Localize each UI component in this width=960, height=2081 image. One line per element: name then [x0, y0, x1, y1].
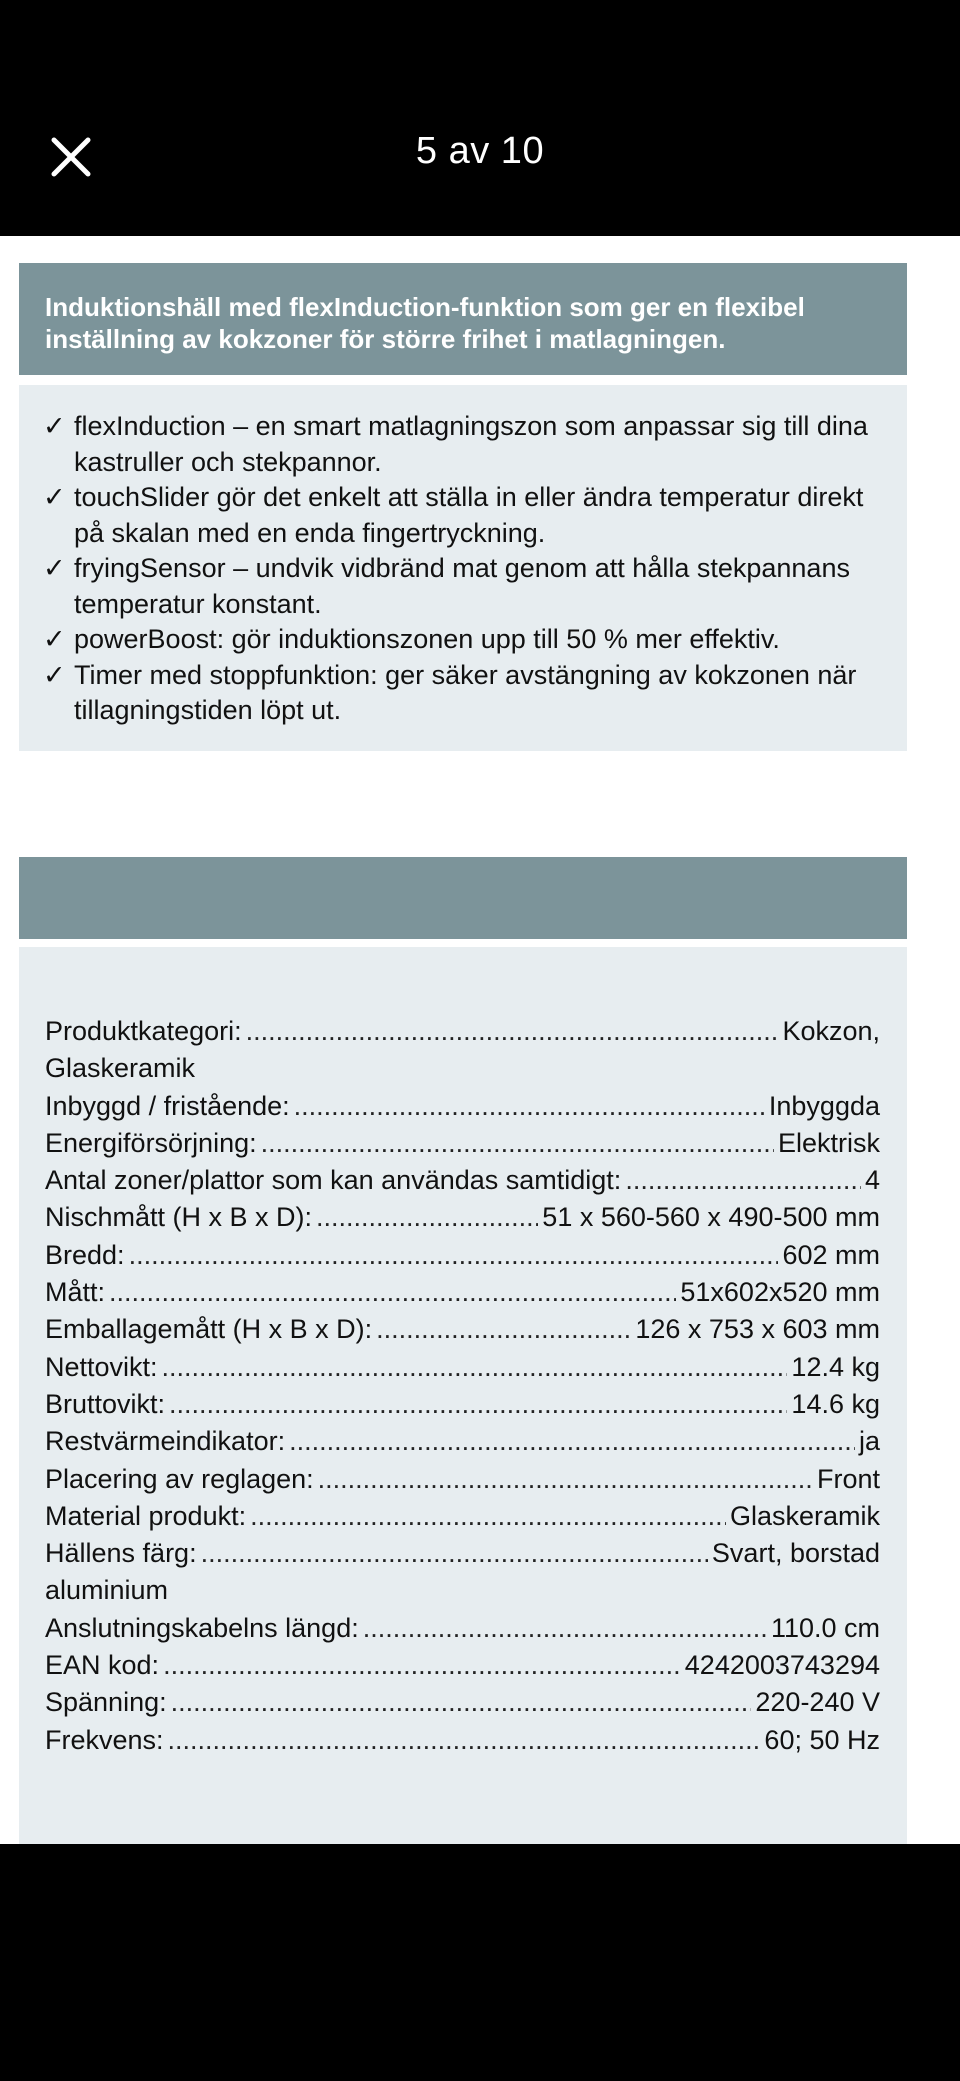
spec-row: [45, 1013, 880, 1050]
spec-label: Placering av reglagen:: [45, 1463, 314, 1494]
spec-label: Hällens färg:: [45, 1538, 197, 1569]
leader-dots: [625, 1162, 861, 1199]
spec-row: [45, 1647, 880, 1684]
intro-banner: Induktionshäll med flexInduction-funktion som ger en flexibel inställning av kokzoner för större frihet i matlagningen.: [19, 263, 907, 375]
spec-label: EAN kod:: [45, 1650, 160, 1681]
spec-label: Bredd:: [45, 1239, 125, 1270]
spec-label: Mått:: [45, 1277, 106, 1308]
spec-value: ja: [858, 1426, 880, 1457]
feature-text: flexInduction – en smart matlagningszon som anpassar sig till dina kastruller och stekpannor.: [74, 411, 868, 477]
leader-dots: [246, 1013, 779, 1050]
spec-value: 51x602x520 mm: [680, 1277, 880, 1308]
leader-dots: [109, 1274, 676, 1311]
spec-label: Inbyggd / fristående:: [45, 1090, 290, 1121]
feature-item: [43, 551, 887, 622]
spec-row: [45, 1349, 880, 1386]
leader-dots: [250, 1498, 726, 1535]
viewer-top-bar: [0, 0, 960, 236]
spec-label: Antal zoner/plattor som kan användas samtidigt:: [45, 1165, 622, 1196]
feature-list: [19, 385, 907, 751]
spec-label: Spänning:: [45, 1687, 167, 1718]
spec-value: Elektrisk: [777, 1127, 880, 1158]
leader-dots: [129, 1237, 779, 1274]
leader-dots: [261, 1125, 774, 1162]
feature-text: Timer med stoppfunktion: ger säker avstängning av kokzonen när tillagningstiden löpt ut.: [74, 659, 857, 725]
spec-value: 220-240 V: [755, 1687, 880, 1718]
spec-label: Material produkt:: [45, 1500, 247, 1531]
spec-row: [45, 1722, 880, 1759]
spec-row: [45, 1199, 880, 1236]
spec-label: Restvärmeindikator:: [45, 1426, 286, 1457]
spec-row: [45, 1423, 880, 1460]
checkmark-icon: ✓: [43, 482, 66, 512]
leader-dots: [201, 1535, 708, 1572]
leader-dots: [294, 1088, 765, 1125]
spec-label: Nischmått (H x B x D):: [45, 1202, 313, 1233]
leader-dots: [168, 1722, 761, 1759]
feature-item: [43, 622, 887, 658]
checkmark-icon: ✓: [43, 659, 66, 690]
spec-value-continued: aluminium: [45, 1575, 169, 1606]
spec-value: Kokzon,: [782, 1016, 880, 1046]
spec-label: Energiförsörjning:: [45, 1127, 257, 1158]
leader-dots: [169, 1386, 787, 1423]
spec-row: [45, 1088, 880, 1125]
leader-dots: [318, 1461, 813, 1498]
spec-value: Svart, borstad: [711, 1538, 880, 1569]
spec-label: Nettovikt:: [45, 1351, 158, 1382]
spec-row: [45, 1237, 880, 1274]
spec-label: Bruttovikt:: [45, 1388, 166, 1419]
feature-item: [43, 658, 887, 729]
leader-dots: [171, 1684, 752, 1721]
spec-label: Emballagemått (H x B x D):: [45, 1314, 373, 1345]
spec-row: [45, 1274, 880, 1311]
image-counter: 5 av 10: [415, 130, 545, 172]
spec-header-band: [19, 857, 907, 939]
spec-value: Glaskeramik: [729, 1500, 880, 1531]
spec-row: [45, 1610, 880, 1647]
feature-text: powerBoost: gör induktionszonen upp till 50 % mer effektiv.: [74, 624, 780, 654]
spec-row: [45, 1535, 880, 1572]
feature-item: [43, 480, 887, 551]
spec-value: 4242003743294: [684, 1650, 880, 1681]
spec-value: 126 x 753 x 603 mm: [635, 1314, 880, 1345]
spec-row: [45, 1461, 880, 1498]
spec-value: 4: [864, 1165, 880, 1196]
spec-value-continued: Glaskeramik: [45, 1053, 196, 1084]
spec-value: 51 x 560-560 x 490-500 mm: [542, 1202, 880, 1233]
spec-value: Inbyggda: [768, 1090, 880, 1121]
leader-dots: [162, 1349, 788, 1386]
leader-dots: [289, 1423, 855, 1460]
leader-dots: [363, 1610, 767, 1647]
spec-label: Anslutningskabelns längd:: [45, 1612, 359, 1643]
image-viewer-content[interactable]: [0, 236, 960, 1844]
spec-label: Produktkategori:: [45, 1016, 242, 1046]
spec-row: [45, 1125, 880, 1162]
spec-value: 60; 50 Hz: [764, 1724, 880, 1755]
spec-row: [45, 1498, 880, 1535]
spec-value: Front: [816, 1463, 880, 1494]
checkmark-icon: ✓: [43, 411, 66, 441]
spec-row: [45, 1386, 880, 1423]
spec-value: 14.6 kg: [791, 1388, 880, 1419]
leader-dots: [376, 1311, 631, 1348]
spec-value: 110.0 cm: [770, 1612, 880, 1643]
feature-text: fryingSensor – undvik vidbränd mat genom att hålla stekpannans temperatur konstant.: [74, 553, 850, 619]
feature-item: [43, 409, 887, 480]
feature-text: touchSlider gör det enkelt att ställa in eller ändra temperatur direkt på skalan med en enda fingertryckning.: [74, 482, 864, 548]
leader-dots: [316, 1199, 538, 1236]
spec-label: Frekvens:: [45, 1724, 164, 1755]
checkmark-icon: ✓: [43, 624, 66, 654]
spec-value: 12.4 kg: [791, 1351, 880, 1382]
leader-dots: [163, 1647, 681, 1684]
spec-row: [45, 1162, 880, 1199]
spec-row: [45, 1684, 880, 1721]
spec-table: [19, 947, 907, 1844]
checkmark-icon: ✓: [43, 553, 66, 583]
spec-value: 602 mm: [782, 1239, 880, 1270]
spec-row: [45, 1311, 880, 1348]
